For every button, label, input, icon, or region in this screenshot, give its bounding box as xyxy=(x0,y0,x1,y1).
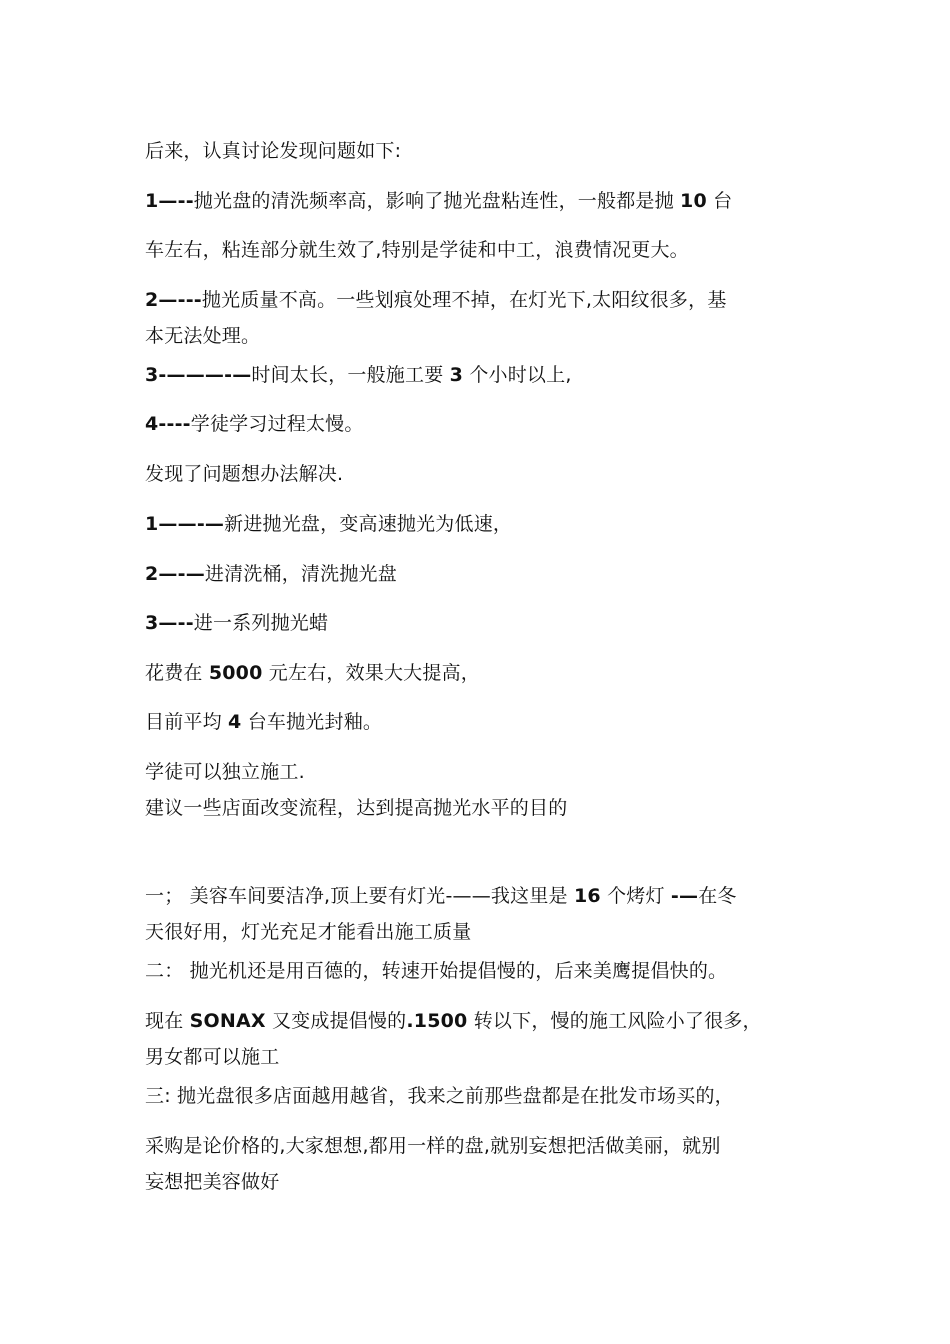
suggestion-line: 建议一些店面改变流程，达到提高抛光水平的目的 xyxy=(145,797,568,819)
problem-3-text-b: 个小时以上, xyxy=(463,364,572,386)
problem-1-dash: —-- xyxy=(158,190,194,212)
solution-1-number: 1 xyxy=(145,513,159,535)
solution-1-text: 新进抛光盘，变高速抛光为低速， xyxy=(224,513,513,535)
item-1-text-a: 一； 美容车间要洁净,顶上要有灯光-——我这里是 xyxy=(145,885,574,907)
intro-line: 后来，认真讨论发现问题如下: xyxy=(145,140,402,162)
problem-1-text-a: 抛光盘的清洗频率高，影响了抛光盘粘连性，一般都是抛 xyxy=(193,190,681,212)
problem-2-dash: —--- xyxy=(158,289,202,311)
problem-2-text: 抛光质量不高。一些划痕处理不掉，在灯光下,太阳纹很多，基 xyxy=(201,289,727,311)
problem-2-number: 2 xyxy=(145,289,159,311)
item-2-brand: SONAX xyxy=(189,1010,266,1032)
item-3-line-1: 三: 抛光盘很多店面越用越省，我来之前那些盘都是在批发市场买的， xyxy=(145,1085,734,1107)
cost-amount: 5000 xyxy=(208,662,263,684)
item-3-line-3: 妄想把美容做好 xyxy=(145,1171,280,1193)
problem-1-line-1 xyxy=(145,188,835,214)
average-text-b: 台车抛光封釉。 xyxy=(241,711,383,733)
average-line xyxy=(145,709,835,735)
solution-2-number: 2 xyxy=(145,563,159,585)
item-2-line-2 xyxy=(145,1008,835,1034)
problem-3-dash: -———-— xyxy=(158,364,252,386)
cost-text-b: 元左右，效果大大提高， xyxy=(262,662,480,684)
solution-1-line xyxy=(145,511,835,537)
item-2-line-3: 男女都可以施工 xyxy=(145,1046,280,1068)
item-3-line-2: 采购是论价格的,大家想想,都用一样的盘,就别妄想把活做美丽，就别 xyxy=(145,1135,721,1157)
apprentice-line: 学徒可以独立施工. xyxy=(145,761,305,783)
problem-1-line-2: 车左右，粘连部分就生效了,特别是学徒和中工，浪费情况更大。 xyxy=(145,239,689,261)
problem-1-bold-number: 10 xyxy=(680,190,707,212)
problem-3-text-a: 时间太长，一般施工要 xyxy=(251,364,450,386)
solution-intro-line: 发现了问题想办法解决. xyxy=(145,463,344,485)
solution-3-number: 3 xyxy=(145,612,159,634)
average-text-a: 目前平均 xyxy=(145,711,229,733)
item-2-text-c: 转以下，慢的施工风险小了很多， xyxy=(467,1010,762,1032)
solution-1-dash: ——-— xyxy=(158,513,225,535)
average-count: 4 xyxy=(228,711,242,733)
problem-4-dash: ---- xyxy=(158,413,191,435)
solution-2-line xyxy=(145,561,835,587)
cost-line xyxy=(145,660,835,686)
problem-1-number: 1 xyxy=(145,190,159,212)
item-2-text-b: 又变成提倡慢的 xyxy=(265,1010,407,1032)
cost-text-a: 花费在 xyxy=(145,662,209,684)
solution-3-line xyxy=(145,610,835,636)
problem-4-number: 4 xyxy=(145,413,159,435)
problem-2-line-2: 本无法处理。 xyxy=(145,325,261,347)
problem-3-number: 3 xyxy=(145,364,159,386)
problem-2-line-1 xyxy=(145,287,835,313)
problem-3-bold-number: 3 xyxy=(449,364,464,386)
problem-1-text-b: 台 xyxy=(706,190,733,212)
item-1-text-c: 在冬 xyxy=(698,885,737,907)
problem-4-line xyxy=(145,411,835,437)
item-1-line-1 xyxy=(145,883,835,909)
solution-3-dash: —-- xyxy=(158,612,194,634)
problem-3-line xyxy=(145,362,835,388)
item-1-lamp-count: 16 xyxy=(573,885,601,907)
solution-3-text: 进一系列抛光蜡 xyxy=(193,612,329,634)
item-2-text-a: 现在 xyxy=(145,1010,190,1032)
solution-2-text: 进清洗桶，清洗抛光盘 xyxy=(204,563,397,585)
item-2-line-1: 二： 抛光机还是用百德的，转速开始提倡慢的，后来美鹰提倡快的。 xyxy=(145,960,728,982)
item-1-dash: -— xyxy=(670,885,699,907)
item-2-rpm: .1500 xyxy=(406,1010,468,1032)
problem-4-text: 学徒学习过程太慢。 xyxy=(190,413,364,435)
item-1-text-b: 个烤灯 xyxy=(600,885,671,907)
item-1-line-2: 天很好用，灯光充足才能看出施工质量 xyxy=(145,921,472,943)
solution-2-dash: —-— xyxy=(158,563,205,585)
